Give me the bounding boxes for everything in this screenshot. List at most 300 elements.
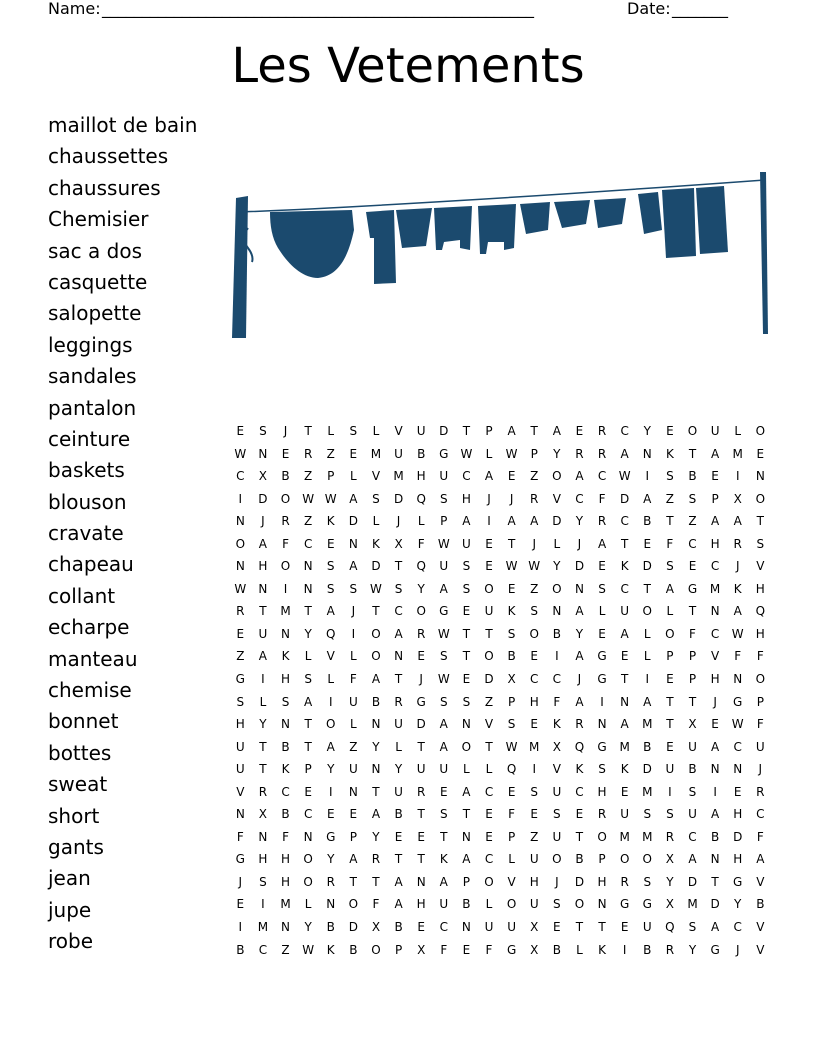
grid-cell: B: [507, 649, 516, 664]
grid-cell: G: [597, 649, 607, 664]
grid-cell: K: [281, 649, 290, 664]
grid-cell: N: [281, 626, 291, 641]
grid-cell: N: [416, 874, 426, 889]
grid-cell: T: [643, 581, 651, 596]
grid-cell: T: [620, 536, 629, 551]
grid-cell: H: [755, 581, 765, 596]
grid-cell: G: [733, 694, 743, 709]
grid-cell: H: [258, 852, 268, 867]
grid-cell: E: [326, 807, 335, 822]
grid-cell: L: [304, 897, 312, 912]
grid-cell: Y: [372, 829, 380, 844]
word-list-item: jean: [48, 866, 91, 891]
grid-cell: C: [462, 469, 471, 484]
grid-cell: L: [350, 717, 357, 732]
grid-cell: E: [485, 807, 493, 822]
grid-cell: N: [552, 604, 562, 619]
grid-cell: M: [529, 739, 540, 754]
grid-cell: S: [394, 581, 403, 596]
grid-cell: N: [303, 829, 313, 844]
grid-cell: I: [532, 762, 536, 777]
grid-cell: M: [642, 829, 653, 844]
word-list-item: cravate: [48, 521, 124, 546]
grid-cell: L: [734, 424, 742, 438]
grid-cell: S: [259, 874, 267, 889]
grid-cell: U: [642, 920, 652, 935]
grid-cell: E: [688, 559, 697, 574]
grid-cell: L: [598, 604, 606, 619]
grid-cell: I: [238, 920, 243, 935]
grid-cell: S: [666, 469, 674, 484]
grid-cell: T: [575, 920, 584, 935]
grid-cell: C: [620, 514, 629, 529]
grid-cell: U: [484, 604, 494, 619]
grid-cell: C: [733, 739, 742, 754]
grid-cell: K: [733, 581, 742, 596]
grid-cell: M: [619, 829, 630, 844]
grid-cell: H: [710, 536, 720, 551]
grid-row: [229, 668, 772, 691]
grid-cell: E: [756, 446, 765, 461]
grid-cell: T: [688, 446, 697, 461]
grid-cell: X: [688, 717, 697, 732]
grid-cell: U: [484, 920, 494, 935]
grid-cell: Z: [530, 469, 539, 484]
grid-cell: L: [327, 424, 335, 438]
grid-cell: H: [461, 491, 471, 506]
grid-cell: B: [688, 469, 697, 484]
grid-cell: F: [598, 491, 606, 506]
grid-cell: T: [462, 424, 471, 438]
grid-cell: U: [235, 762, 245, 777]
grid-cell: U: [462, 536, 471, 551]
grid-cell: S: [598, 762, 606, 777]
grid-cell: A: [575, 694, 584, 709]
grid-cell: N: [326, 897, 336, 912]
grid-cell: C: [236, 469, 245, 484]
grid-cell: U: [620, 604, 630, 619]
grid-cell: T: [304, 424, 312, 438]
grid-cell: A: [575, 604, 584, 619]
grid-cell: T: [620, 672, 629, 687]
grid-cell: S: [439, 694, 448, 709]
grid-cell: H: [416, 469, 426, 484]
grid-cell: C: [575, 491, 584, 506]
grid-cell: C: [756, 807, 765, 822]
grid-cell: K: [507, 604, 516, 619]
grid-cell: N: [348, 536, 358, 551]
grid-cell: Z: [530, 581, 539, 596]
grid-cell: W: [234, 581, 247, 596]
grid-cell: W: [370, 581, 382, 596]
word-list-item: chaussures: [48, 175, 161, 200]
grid-row: [229, 893, 772, 916]
grid-cell: U: [620, 807, 630, 822]
grid-cell: S: [688, 491, 697, 506]
grid-row: [229, 916, 772, 939]
grid-cell: N: [461, 717, 471, 732]
grid-cell: A: [710, 446, 720, 461]
grid-cell: E: [598, 559, 606, 574]
grid-cell: E: [620, 649, 629, 664]
grid-cell: S: [439, 807, 448, 822]
grid-cell: A: [507, 424, 516, 438]
grid-cell: S: [530, 604, 539, 619]
grid-cell: A: [484, 469, 494, 484]
grid-row: [229, 736, 772, 759]
grid-cell: R: [530, 491, 539, 506]
grid-cell: D: [439, 424, 449, 438]
grid-cell: E: [236, 424, 245, 438]
grid-cell: O: [416, 604, 426, 619]
grid-cell: K: [326, 514, 335, 529]
grid-cell: E: [394, 829, 403, 844]
grid-cell: I: [328, 694, 333, 709]
grid-cell: S: [349, 581, 358, 596]
grid-cell: L: [327, 672, 335, 687]
grid-cell: N: [348, 784, 358, 799]
grid-cell: F: [236, 829, 244, 844]
grid-cell: U: [439, 559, 449, 574]
grid-cell: L: [643, 626, 651, 641]
grid-cell: W: [528, 559, 541, 574]
grid-cell: O: [755, 424, 766, 438]
grid-cell: S: [507, 626, 516, 641]
grid-cell: D: [620, 491, 630, 506]
grid-cell: J: [713, 694, 717, 709]
grid-cell: R: [236, 604, 245, 619]
grid-cell: A: [643, 694, 652, 709]
grid-cell: E: [666, 424, 674, 438]
grid-cell: F: [666, 536, 674, 551]
grid-cell: T: [440, 829, 448, 844]
grid-row: [229, 443, 772, 466]
grid-cell: S: [281, 694, 290, 709]
grid-cell: T: [688, 604, 697, 619]
grid-cell: S: [666, 807, 674, 822]
grid-cell: A: [462, 784, 471, 799]
grid-cell: U: [235, 739, 245, 754]
grid-cell: O: [371, 942, 381, 957]
grid-cell: F: [734, 649, 742, 664]
grid-cell: P: [688, 649, 697, 664]
grid-cell: F: [417, 536, 425, 551]
grid-cell: O: [755, 672, 766, 687]
grid-cell: T: [598, 920, 606, 935]
grid-cell: L: [485, 446, 493, 461]
grid-cell: F: [553, 694, 561, 709]
grid-cell: S: [643, 874, 652, 889]
grid-cell: O: [371, 626, 381, 641]
grid-cell: H: [733, 852, 743, 867]
grid-cell: T: [462, 626, 471, 641]
grid-cell: H: [416, 897, 426, 912]
grid-cell: U: [416, 762, 426, 777]
grid-cell: S: [507, 717, 516, 732]
grid-cell: A: [733, 514, 742, 529]
grid-cell: I: [600, 694, 604, 709]
grid-cell: B: [281, 739, 290, 754]
grid-cell: H: [529, 694, 539, 709]
grid-cell: N: [371, 717, 381, 732]
grid-cell: E: [553, 920, 561, 935]
grid-cell: U: [394, 446, 403, 461]
grid-cell: K: [598, 942, 606, 957]
grid-cell: X: [530, 942, 539, 957]
grid-cell: I: [622, 942, 627, 957]
grid-cell: G: [416, 694, 426, 709]
grid-cell: T: [417, 852, 425, 867]
grid-cell: O: [529, 626, 539, 641]
grid-cell: R: [258, 784, 268, 799]
grid-cell: A: [439, 581, 448, 596]
grid-cell: U: [552, 829, 562, 844]
grid-cell: C: [688, 536, 697, 551]
grid-cell: O: [326, 717, 336, 732]
grid-cell: S: [326, 581, 335, 596]
grid-cell: V: [552, 491, 561, 506]
grid-cell: A: [439, 717, 448, 732]
grid-cell: R: [575, 717, 584, 732]
grid-cell: A: [710, 920, 720, 935]
grid-cell: A: [620, 717, 629, 732]
grid-cell: Y: [417, 581, 425, 596]
grid-cell: G: [597, 739, 607, 754]
grid-cell: A: [620, 626, 629, 641]
grid-cell: P: [688, 672, 697, 687]
grid-cell: Y: [643, 424, 651, 438]
grid-cell: B: [349, 942, 358, 957]
grid-cell: O: [665, 626, 675, 641]
grid-cell: A: [439, 739, 448, 754]
word-list-item: robe: [48, 929, 94, 954]
grid-cell: T: [666, 717, 674, 732]
grid-cell: R: [733, 536, 742, 551]
grid-cell: N: [235, 807, 245, 822]
grid-cell: G: [733, 874, 743, 889]
grid-cell: E: [304, 784, 312, 799]
grid-cell: E: [236, 626, 245, 641]
grid-cell: F: [756, 649, 764, 664]
word-list-item: chapeau: [48, 552, 134, 577]
grid-cell: N: [597, 717, 607, 732]
grid-cell: X: [665, 897, 674, 912]
grid-cell: G: [235, 672, 245, 687]
grid-cell: C: [620, 424, 629, 438]
grid-cell: O: [755, 491, 766, 506]
grid-cell: T: [304, 604, 312, 619]
grid-cell: J: [577, 672, 582, 687]
grid-cell: Z: [688, 514, 697, 529]
grid-cell: I: [735, 469, 740, 484]
grid-cell: P: [462, 874, 471, 889]
grid-cell: S: [372, 491, 380, 506]
grid-cell: D: [733, 829, 743, 844]
grid-cell: L: [666, 604, 674, 619]
word-search-grid: [229, 420, 772, 961]
grid-cell: X: [507, 672, 516, 687]
grid-cell: V: [756, 942, 765, 957]
grid-cell: J: [735, 559, 740, 574]
word-list-item: chemise: [48, 678, 132, 703]
grid-cell: V: [371, 469, 381, 484]
grid-cell: D: [687, 874, 698, 889]
grid-cell: Y: [553, 559, 561, 574]
grid-cell: G: [597, 672, 607, 687]
grid-cell: O: [235, 536, 246, 551]
word-list-item: salopette: [48, 301, 142, 326]
grid-cell: O: [574, 897, 585, 912]
grid-cell: B: [688, 762, 697, 777]
grid-cell: K: [620, 559, 629, 574]
grid-cell: K: [665, 446, 674, 461]
grid-cell: W: [302, 942, 315, 957]
grid-cell: F: [508, 807, 516, 822]
grid-cell: F: [485, 942, 493, 957]
grid-cell: N: [710, 852, 720, 867]
grid-cell: B: [552, 626, 561, 641]
grid-cell: N: [755, 469, 765, 484]
grid-cell: A: [597, 536, 607, 551]
grid-row: [229, 510, 772, 533]
grid-row: [229, 848, 772, 871]
grid-cell: L: [485, 897, 493, 912]
grid-row: [229, 758, 772, 781]
grid-cell: W: [731, 717, 744, 732]
grid-cell: C: [688, 829, 697, 844]
grid-cell: L: [417, 514, 425, 529]
grid-cell: K: [552, 717, 561, 732]
grid-cell: E: [485, 559, 493, 574]
grid-cell: L: [395, 739, 402, 754]
grid-cell: F: [440, 942, 448, 957]
grid-cell: U: [529, 897, 539, 912]
grid-cell: E: [598, 626, 606, 641]
grid-cell: K: [620, 762, 629, 777]
grid-cell: F: [349, 672, 357, 687]
word-list-item: maillot de bain: [48, 113, 198, 137]
grid-cell: A: [620, 446, 629, 461]
grid-cell: C: [710, 626, 720, 641]
grid-cell: R: [597, 446, 607, 461]
grid-cell: J: [238, 874, 243, 889]
grid-cell: N: [371, 762, 381, 777]
grid-cell: P: [507, 829, 516, 844]
grid-cell: S: [462, 581, 471, 596]
grid-cell: L: [643, 649, 651, 664]
grid-cell: X: [394, 536, 403, 551]
grid-cell: Z: [326, 446, 335, 461]
grid-cell: G: [439, 604, 449, 619]
grid-cell: M: [687, 897, 698, 912]
grid-cell: J: [509, 491, 514, 506]
grid-cell: A: [710, 739, 720, 754]
grid-cell: V: [756, 559, 765, 574]
grid-cell: V: [552, 762, 561, 777]
grid-cell: A: [462, 514, 471, 529]
grid-cell: U: [439, 762, 449, 777]
grid-cell: Y: [372, 739, 380, 754]
grid-cell: W: [505, 446, 518, 461]
grid-cell: R: [371, 852, 381, 867]
grid-cell: C: [484, 852, 494, 867]
grid-cell: N: [258, 829, 268, 844]
name-field[interactable]: ______________________________________________________: [102, 0, 534, 18]
grid-cell: S: [236, 694, 245, 709]
grid-cell: W: [505, 739, 518, 754]
grid-cell: B: [643, 739, 652, 754]
page-title: Les Vetements: [231, 38, 585, 94]
grid-cell: C: [597, 469, 607, 484]
grid-cell: M: [642, 784, 653, 799]
grid-cell: E: [236, 897, 245, 912]
grid-cell: Y: [394, 762, 403, 777]
grid-cell: P: [304, 762, 312, 777]
grid-cell: N: [303, 559, 313, 574]
grid-cell: Q: [326, 626, 336, 641]
grid-cell: Y: [304, 626, 312, 641]
grid-cell: L: [372, 424, 380, 438]
grid-cell: B: [236, 942, 245, 957]
grid-cell: X: [733, 491, 742, 506]
grid-cell: A: [710, 514, 720, 529]
grid-cell: M: [257, 920, 269, 935]
grid-cell: M: [709, 581, 721, 596]
grid-cell: L: [508, 852, 515, 867]
grid-cell: B: [371, 694, 381, 709]
grid-cell: N: [281, 717, 291, 732]
grid-cell: O: [619, 852, 630, 867]
word-list-item: echarpe: [48, 615, 130, 640]
grid-cell: E: [620, 920, 629, 935]
grid-cell: S: [688, 784, 697, 799]
grid-cell: L: [576, 942, 583, 957]
grid-cell: I: [713, 784, 717, 799]
grid-cell: L: [259, 694, 267, 709]
grid-cell: P: [598, 852, 606, 867]
grid-cell: V: [236, 784, 245, 799]
grid-cell: B: [417, 446, 426, 461]
grid-cell: E: [530, 717, 539, 732]
word-list-item: bonnet: [48, 709, 119, 734]
grid-cell: C: [258, 942, 268, 957]
grid-cell: A: [349, 559, 358, 574]
grid-cell: D: [710, 897, 720, 912]
grid-cell: Q: [755, 604, 766, 619]
grid-cell: J: [758, 762, 763, 777]
grid-cell: A: [462, 852, 471, 867]
grid-cell: X: [258, 807, 268, 822]
grid-cell: A: [710, 807, 720, 822]
grid-cell: F: [282, 536, 289, 551]
grid-cell: A: [326, 604, 335, 619]
grid-cell: E: [666, 672, 674, 687]
grid-cell: T: [462, 649, 471, 664]
grid-cell: K: [575, 762, 584, 777]
grid-cell: G: [642, 897, 652, 912]
grid-cell: E: [530, 807, 539, 822]
date-field[interactable]: _______: [672, 0, 728, 18]
grid-cell: E: [485, 829, 493, 844]
grid-cell: P: [530, 446, 538, 461]
grid-cell: E: [349, 446, 358, 461]
grid-cell: O: [597, 829, 607, 844]
grid-cell: T: [417, 807, 425, 822]
grid-cell: A: [326, 739, 335, 754]
grid-cell: E: [711, 717, 719, 732]
grid-cell: R: [756, 784, 765, 799]
grid-row: [229, 781, 772, 804]
